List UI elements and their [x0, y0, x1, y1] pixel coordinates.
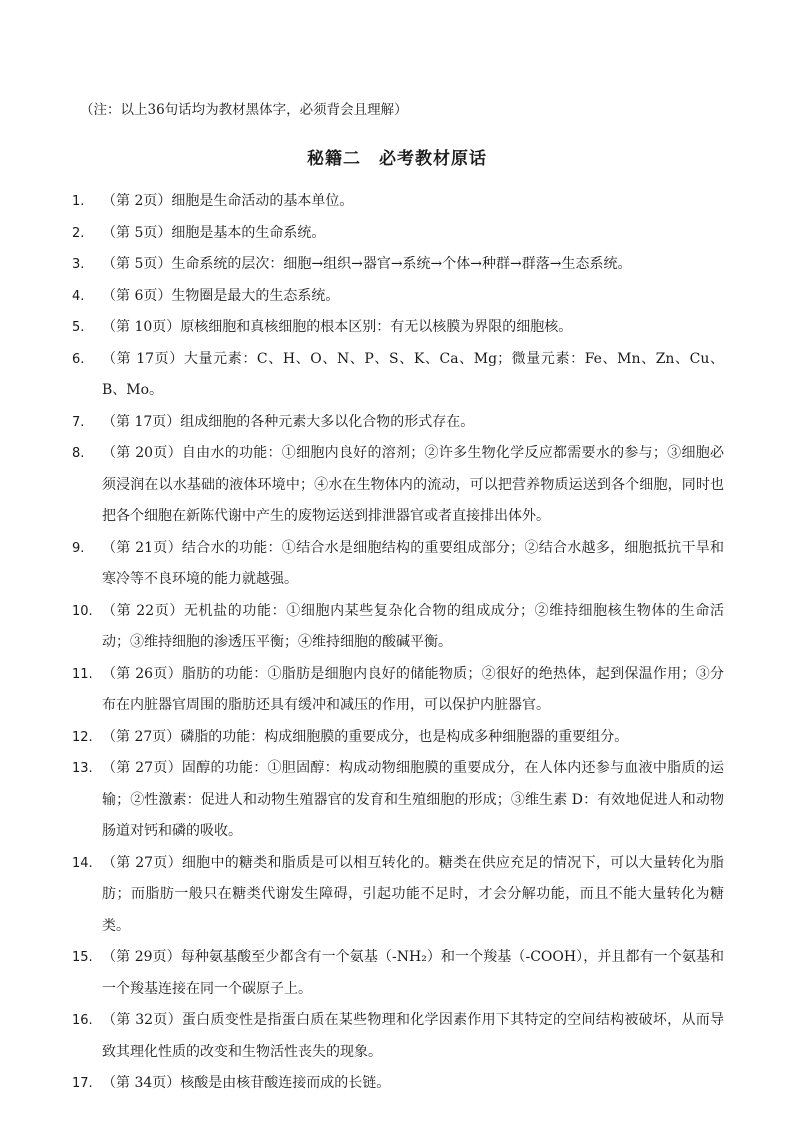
item-number: 15. — [72, 950, 93, 965]
item-number: 8. — [72, 446, 85, 461]
item-text: （第 5页）生命系统的层次：细胞→组织→器官→系统→个体→种群→群落→生态系统。 — [102, 256, 632, 272]
item-text: （第 26页）脂肪的功能：①脂肪是细胞内良好的储能物质；②很好的绝热体，起到保温作用；③分布在内脏器官周围的脂肪还具有缓冲和减压的作用，可以保护内脏器官。 — [102, 665, 724, 713]
item-number: 16. — [72, 1013, 93, 1028]
list-item — [72, 848, 724, 943]
list-item — [72, 218, 724, 250]
list-item — [72, 1068, 724, 1100]
item-text: （第 10页）原核细胞和真核细胞的根本区别：有无以核膜为界限的细胞核。 — [102, 319, 573, 335]
item-text: （第 27页）磷脂的功能：构成细胞膜的重要成分，也是构成多种细胞器的重要组分。 — [102, 728, 629, 745]
item-number: 7. — [72, 414, 85, 430]
item-text: （第 29页）每种氨基酸至少都含有一个氨基（-NH₂）和一个羧基（-COOH），并且都有一个氨基和一个羧基连接在同一个碳原子上。 — [102, 949, 724, 997]
item-text: （第 21页）结合水的功能：①结合水是细胞结构的重要组成部分；②结合水越多，细胞抵抗干旱和寒冷等不良环境的能力就越强。 — [102, 539, 724, 587]
item-number: 1. — [72, 194, 85, 209]
item-text: （第 27页）细胞中的糖类和脂质是可以相互转化的。糖类在供应充足的情况下，可以大量转化为脂肪；而脂肪一般只在糖类代谢发生障碍，引起功能不足时，才会分解功能，而且不能大量转化为糖类。 — [102, 854, 724, 934]
list-item — [72, 438, 724, 533]
list-item — [72, 659, 724, 722]
list-item — [72, 344, 724, 407]
point-list — [72, 186, 724, 1100]
section-title: 秘籍二 必考教材原话 — [307, 149, 487, 169]
item-text: （第 17页）组成细胞的各种元素大多以化合物的形式存在。 — [102, 413, 475, 430]
item-number: 6. — [72, 351, 85, 367]
item-text: （第 22页）无机盐的功能：①细胞内某些复杂化合物的组成成分；②维持细胞核生物体的生命活动；③维持细胞的渗透压平衡；④维持细胞的酸碱平衡。 — [102, 602, 724, 650]
item-number: 5. — [72, 320, 85, 335]
list-item — [72, 407, 724, 439]
item-text: （第 34页）核酸是由核苷酸连接而成的长链。 — [102, 1075, 391, 1091]
item-number: 14. — [72, 855, 93, 871]
list-item — [72, 1005, 724, 1068]
list-item — [72, 533, 724, 596]
item-text: （第 17页）大量元素：C、H、O、N、P、S、K、Ca、Mg；微量元素：Fe、Mn、Zn、Cu、B、Mo。 — [102, 350, 724, 398]
list-item — [72, 312, 724, 344]
item-number: 12. — [72, 729, 93, 745]
item-number: 4. — [72, 288, 85, 304]
list-item — [72, 942, 724, 1005]
list-item — [72, 596, 724, 659]
item-number: 13. — [72, 761, 93, 776]
note-text: （注：以上36句话均为教材黑体字，必须背会且理解） — [80, 102, 408, 118]
item-text: （第 6页）生物圈是最大的生态系统。 — [102, 287, 340, 304]
item-number: 11. — [72, 666, 93, 682]
list-item — [72, 722, 724, 754]
list-item — [72, 186, 724, 218]
item-text: （第 32页）蛋白质变性是指蛋白质在某些物理和化学因素作用下其特定的空间结构被破坏，从而导致其理化性质的改变和生物活性丧失的现象。 — [102, 1012, 724, 1060]
list-item — [72, 249, 724, 281]
item-number: 17. — [72, 1076, 93, 1091]
item-number: 3. — [72, 257, 85, 272]
item-text: （第 2页）细胞是生命活动的基本单位。 — [102, 193, 354, 209]
item-number: 10. — [72, 603, 93, 619]
item-number: 2. — [72, 225, 85, 241]
list-item — [72, 281, 724, 313]
item-text: （第 20页）自由水的功能：①细胞内良好的溶剂；②许多生物化学反应都需要水的参与；③细胞必须浸润在以水基础的液体环境中；④水在生物体内的流动，可以把营养物质运送到各个细胞，同时也把各个细胞在新陈代谢中产生的废物运送到排泄器官或者直接排出体外。 — [102, 445, 724, 524]
item-text: （第 27页）固醇的功能：①胆固醇：构成动物细胞膜的重要成分，在人体内还参与血液中脂质的运输；②性激素：促进人和动物生殖器官的发育和生殖细胞的形成；③维生素 D：有效地促进人和动物肠道对钙和磷的吸收。 — [102, 760, 724, 839]
list-item — [72, 753, 724, 848]
item-text: （第 5页）细胞是基本的生命系统。 — [102, 224, 326, 241]
item-number: 9. — [72, 540, 85, 556]
